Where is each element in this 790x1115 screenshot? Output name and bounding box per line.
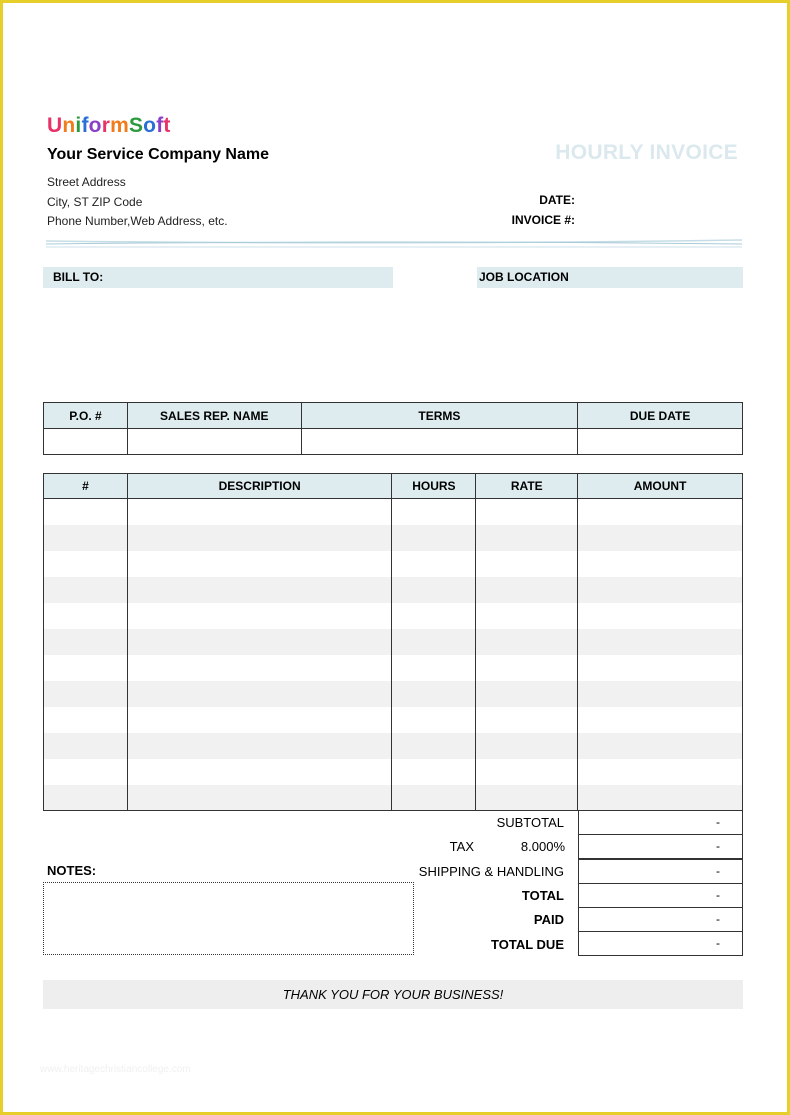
item-number-cell[interactable]: [44, 681, 128, 707]
rate-cell[interactable]: [476, 577, 578, 603]
description-cell[interactable]: [127, 603, 392, 629]
total-label: TOTAL: [521, 888, 564, 903]
hours-header: HOURS: [392, 474, 476, 499]
due-date-cell[interactable]: [578, 429, 743, 455]
company-name: Your Service Company Name: [47, 146, 270, 163]
item-number-cell[interactable]: [44, 629, 128, 655]
bill-to-header: BILL TO:: [43, 267, 393, 288]
invoice-number-label: INVOICE #:: [511, 213, 575, 227]
tax-value: -: [578, 834, 743, 859]
table-row: [44, 681, 743, 707]
description-cell[interactable]: [127, 629, 392, 655]
amount-cell[interactable]: [578, 525, 743, 551]
paid-value[interactable]: -: [578, 907, 743, 932]
item-number-cell[interactable]: [44, 551, 128, 577]
hours-cell[interactable]: [392, 499, 476, 525]
description-cell[interactable]: [127, 785, 392, 811]
amount-cell[interactable]: [578, 707, 743, 733]
amount-cell[interactable]: [578, 681, 743, 707]
item-number-cell[interactable]: [44, 603, 128, 629]
rate-cell[interactable]: [476, 525, 578, 551]
item-number-cell[interactable]: [44, 785, 128, 811]
description-header: DESCRIPTION: [127, 474, 392, 499]
subtotal-value: -: [578, 810, 743, 835]
tax-rate-value[interactable]: 8.000%: [520, 839, 565, 854]
description-cell[interactable]: [127, 759, 392, 785]
line-items-table: [43, 473, 743, 811]
table-row: [44, 629, 743, 655]
header-divider: [46, 238, 742, 250]
item-number-cell[interactable]: [44, 525, 128, 551]
description-cell[interactable]: [127, 577, 392, 603]
street-address: Street Address: [47, 175, 126, 189]
description-cell[interactable]: [127, 655, 392, 681]
table-row: [44, 759, 743, 785]
notes-label: NOTES:: [47, 863, 97, 878]
date-label: DATE:: [539, 193, 575, 207]
hours-cell[interactable]: [392, 577, 476, 603]
table-row: [44, 525, 743, 551]
po-number-header: P.O. #: [44, 403, 128, 429]
hours-cell[interactable]: [392, 551, 476, 577]
total-value: -: [578, 883, 743, 908]
item-number-cell[interactable]: [44, 759, 128, 785]
amount-cell[interactable]: [578, 551, 743, 577]
table-row: [44, 785, 743, 811]
rate-cell[interactable]: [476, 655, 578, 681]
paid-label: PAID: [533, 912, 564, 927]
description-cell[interactable]: [127, 499, 392, 525]
hours-cell[interactable]: [392, 629, 476, 655]
amount-cell[interactable]: [578, 499, 743, 525]
thank-you-banner: THANK YOU FOR YOUR BUSINESS!: [43, 980, 743, 1009]
contact-info: Phone Number,Web Address, etc.: [47, 214, 228, 228]
item-number-cell[interactable]: [44, 733, 128, 759]
rate-cell[interactable]: [476, 759, 578, 785]
city-state-zip: City, ST ZIP Code: [47, 195, 143, 209]
table-row: [44, 733, 743, 759]
hours-cell[interactable]: [392, 733, 476, 759]
shipping-label: SHIPPING & HANDLING: [418, 864, 564, 879]
terms-header: TERMS: [301, 403, 578, 429]
sales-rep-cell[interactable]: [127, 429, 301, 455]
table-row: [44, 707, 743, 733]
sales-rep-header: SALES REP. NAME: [127, 403, 301, 429]
description-cell[interactable]: [127, 681, 392, 707]
amount-cell[interactable]: [578, 759, 743, 785]
table-row: [44, 655, 743, 681]
hours-cell[interactable]: [392, 759, 476, 785]
amount-cell[interactable]: [578, 603, 743, 629]
item-number-cell[interactable]: [44, 707, 128, 733]
hours-cell[interactable]: [392, 707, 476, 733]
item-number-cell[interactable]: [44, 655, 128, 681]
tax-label: TAX: [449, 839, 474, 854]
amount-cell[interactable]: [578, 733, 743, 759]
rate-cell[interactable]: [476, 551, 578, 577]
job-location-header: JOB LOCATION: [477, 267, 743, 288]
description-cell[interactable]: [127, 525, 392, 551]
rate-header: RATE: [476, 474, 578, 499]
description-cell[interactable]: [127, 551, 392, 577]
rate-cell[interactable]: [476, 733, 578, 759]
document-title: HOURLY INVOICE: [555, 141, 738, 164]
description-cell[interactable]: [127, 733, 392, 759]
description-cell[interactable]: [127, 707, 392, 733]
amount-cell[interactable]: [578, 785, 743, 811]
amount-cell[interactable]: [578, 629, 743, 655]
notes-field[interactable]: [43, 882, 414, 955]
rate-cell[interactable]: [476, 603, 578, 629]
watermark: www.heritagechristiancollege.com: [40, 1064, 191, 1075]
hours-cell[interactable]: [392, 785, 476, 811]
table-row: [44, 499, 743, 525]
item-number-cell[interactable]: [44, 577, 128, 603]
terms-cell[interactable]: [301, 429, 578, 455]
table-row: [44, 577, 743, 603]
hours-cell[interactable]: [392, 681, 476, 707]
due-date-header: DUE DATE: [578, 403, 743, 429]
rate-cell[interactable]: [476, 629, 578, 655]
item-number-header: #: [44, 474, 128, 499]
po-number-cell[interactable]: [44, 429, 128, 455]
hours-cell[interactable]: [392, 655, 476, 681]
table-row: [44, 551, 743, 577]
item-number-cell[interactable]: [44, 499, 128, 525]
subtotal-label: SUBTOTAL: [496, 815, 564, 830]
amount-cell[interactable]: [578, 655, 743, 681]
rate-cell[interactable]: [476, 681, 578, 707]
shipping-value[interactable]: -: [578, 859, 743, 884]
rate-cell[interactable]: [476, 707, 578, 733]
company-logo: UniformSoft: [47, 114, 171, 137]
po-table: [43, 402, 743, 455]
amount-header: AMOUNT: [578, 474, 743, 499]
rate-cell[interactable]: [476, 785, 578, 811]
total-due-value: -: [578, 931, 743, 956]
hours-cell[interactable]: [392, 525, 476, 551]
total-due-label: TOTAL DUE: [491, 937, 564, 952]
rate-cell[interactable]: [476, 499, 578, 525]
table-row: [44, 603, 743, 629]
hours-cell[interactable]: [392, 603, 476, 629]
amount-cell[interactable]: [578, 577, 743, 603]
